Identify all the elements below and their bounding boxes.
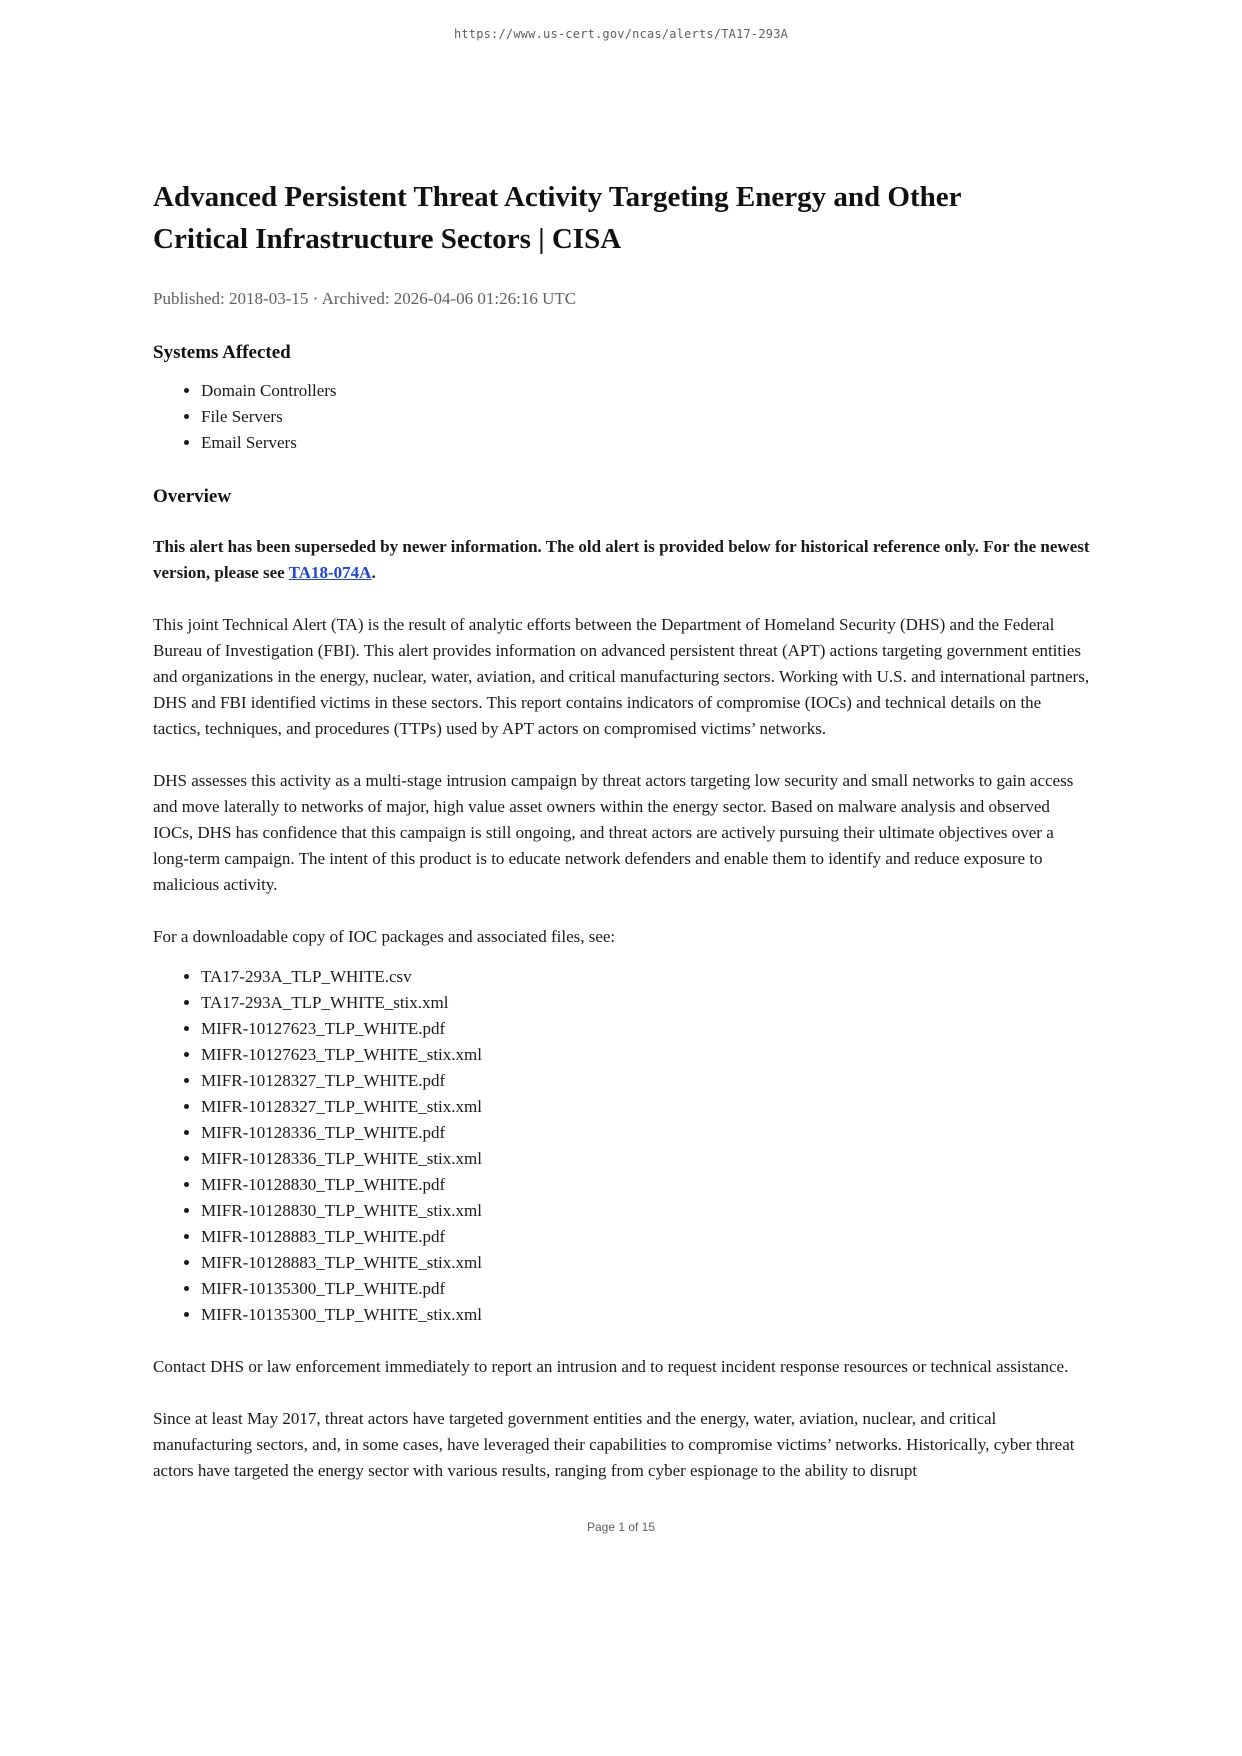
system-affected-item: • File Servers bbox=[201, 404, 1090, 430]
paragraph-since-may-2017: Since at least May 2017, threat actors have targeted government entities and the energy, water, aviation, nuclear, and critical manufacturing sectors, and, in some cases, have leveraged their capabilities to compromise victims’ networks. Historically, cyber threat actors have targeted the energy sector with various results, ranging from cyber espionage to the ability to disrupt bbox=[153, 1409, 1075, 1481]
ta18-074a-link[interactable]: TA18-074A bbox=[288, 563, 372, 583]
ioc-file-item: • MIFR-10128336_TLP_WHITE_stix.xml bbox=[201, 1146, 1090, 1172]
page-title bbox=[153, 176, 1090, 260]
ioc-file-item: • MIFR-10128830_TLP_WHITE_stix.xml bbox=[201, 1198, 1090, 1224]
ioc-file-item: • MIFR-10128336_TLP_WHITE.pdf bbox=[201, 1120, 1090, 1146]
ioc-file-item: • MIFR-10135300_TLP_WHITE.pdf bbox=[201, 1276, 1090, 1302]
ioc-file-item: • TA17-293A_TLP_WHITE.csv bbox=[201, 964, 1090, 990]
ioc-file-item: • MIFR-10128327_TLP_WHITE_stix.xml bbox=[201, 1094, 1090, 1120]
paragraph-dhs-assessment: DHS assesses this activity as a multi-stage intrusion campaign by threat actors targeting low security and small networks to gain access and move laterally to networks of major, high value asset owners within the energy sector. Based on malware analysis and observed IOCs, DHS has confidence that this campaign is still ongoing, and threat actors are actively pursuing their ultimate objectives over a long-term campaign. The intent of this product is to educate network defenders and enable them to identify and reduce exposure to malicious activity. bbox=[153, 771, 1074, 895]
ioc-file-item: • MIFR-10128327_TLP_WHITE.pdf bbox=[201, 1068, 1090, 1094]
ioc-file-item: • MIFR-10128830_TLP_WHITE.pdf bbox=[201, 1172, 1090, 1198]
superseded-text-before: This alert has been superseded by newer information. The old alert is provided below for historical reference only. For the newest version, please see bbox=[153, 537, 1090, 583]
system-affected-item: • Domain Controllers bbox=[201, 378, 1090, 404]
ioc-file-item: • TA17-293A_TLP_WHITE_stix.xml bbox=[201, 990, 1090, 1016]
source-url: https://www.us-cert.gov/ncas/alerts/TA17-293A bbox=[453, 27, 789, 41]
ioc-file-list bbox=[153, 964, 1090, 1328]
page-title-line-2: Critical Infrastructure Sectors | CISA bbox=[153, 223, 622, 256]
paragraph-ioc-intro: For a downloadable copy of IOC packages and associated files, see: bbox=[153, 927, 616, 947]
ioc-file-item: • MIFR-10128883_TLP_WHITE_stix.xml bbox=[201, 1250, 1090, 1276]
systems-affected-list bbox=[153, 378, 1090, 456]
page-number: Page 1 of 15 bbox=[586, 1520, 656, 1534]
paragraph-joint-alert: This joint Technical Alert (TA) is the result of analytic efforts between the Department of Homeland Security (DHS) and the Federal Bureau of Investigation (FBI). This alert provides information on advanced persistent threat (APT) actions targeting government entities and organizations in the energy, nuclear, water, aviation, and critical manufacturing sectors. Working with U.S. and international partners, DHS and FBI identified victims in these sectors. This report contains indicators of compromise (IOCs) and technical details on the tactics, techniques, and procedures (TTPs) used by APT actors on compromised victims’ networks. bbox=[153, 615, 1090, 739]
systems-affected-heading: Systems Affected bbox=[153, 342, 291, 364]
superseded-notice bbox=[153, 534, 1090, 586]
page-title-line-1: Advanced Persistent Threat Activity Targeting Energy and Other bbox=[153, 181, 962, 213]
overview-heading: Overview bbox=[153, 486, 232, 508]
published-archived-meta: Published: 2018-03-15 · Archived: 2026-04-06 01:26:16 UTC bbox=[153, 289, 577, 309]
superseded-text-after: . bbox=[371, 563, 376, 583]
ioc-file-item: • MIFR-10127623_TLP_WHITE_stix.xml bbox=[201, 1042, 1090, 1068]
system-affected-item: • Email Servers bbox=[201, 430, 1090, 456]
article bbox=[153, 176, 1090, 1484]
ioc-file-item: • MIFR-10128883_TLP_WHITE.pdf bbox=[201, 1224, 1090, 1250]
ioc-file-item: • MIFR-10127623_TLP_WHITE.pdf bbox=[201, 1016, 1090, 1042]
paragraph-contact: Contact DHS or law enforcement immediately to report an intrusion and to request incident response resources or technical assistance. bbox=[153, 1357, 1069, 1377]
ioc-file-item: • MIFR-10135300_TLP_WHITE_stix.xml bbox=[201, 1302, 1090, 1328]
